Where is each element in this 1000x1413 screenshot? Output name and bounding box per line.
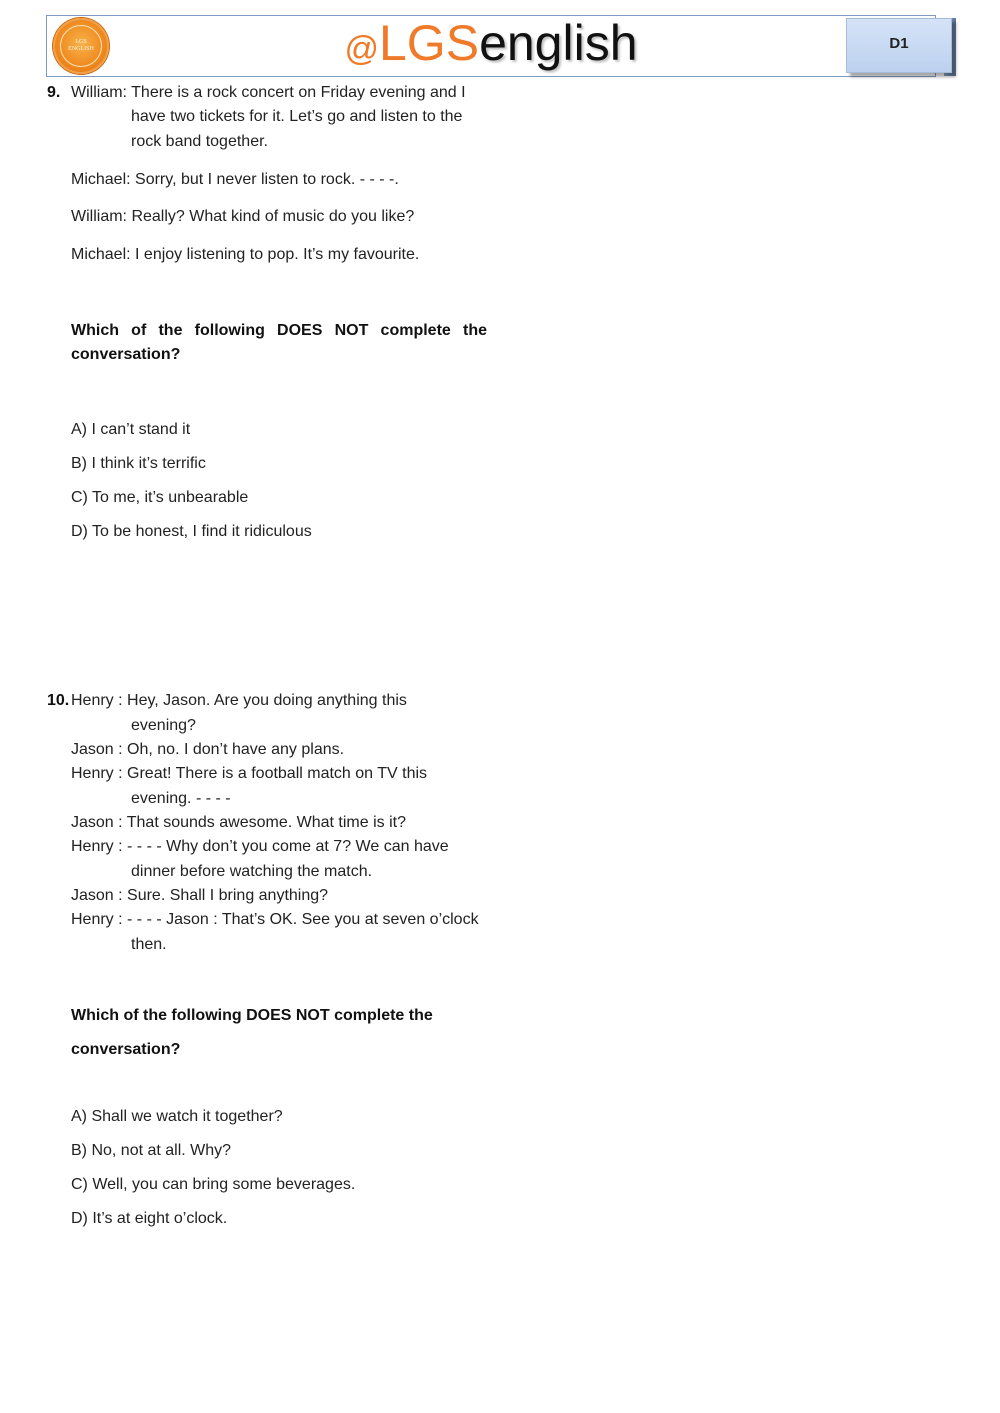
q9-option-a[interactable]: A) I can’t stand it [71, 421, 191, 438]
q10-option-b[interactable]: B) No, not at all. Why? [71, 1142, 232, 1159]
q9-william-line4: William: Really? What kind of music do you like? [71, 208, 415, 225]
q9-william-line2: have two tickets for it. Let’s go and listen to the [131, 108, 463, 125]
q9-option-b[interactable]: B) I think it’s terrific [71, 455, 206, 472]
q10-line-4: Henry : Great! There is a football match on TV this [71, 765, 428, 782]
logo-text-top: LGS [75, 39, 87, 45]
q10-line-3: Jason : Oh, no. I don’t have any plans. [71, 741, 345, 758]
q10-line-2: evening? [131, 717, 196, 734]
logo-text-bottom: ENGLISH [68, 46, 94, 52]
q9-william-line3: rock band together. [131, 133, 268, 150]
q10-line-6: Jason : That sounds awesome. What time is it? [71, 814, 406, 831]
q10-line-5: evening. - - - - [131, 790, 231, 807]
q10-line-8: dinner before watching the match. [131, 863, 373, 880]
q9-michael-line2: Michael: I enjoy listening to pop. It’s my favourite. [71, 246, 420, 263]
q10-option-a[interactable]: A) Shall we watch it together? [71, 1108, 283, 1125]
brand-title [47, 14, 935, 72]
q10-line-9: Jason : Sure. Shall I bring anything? [71, 887, 329, 904]
q9-option-c[interactable]: C) To me, it’s unbearable [71, 489, 249, 506]
q9-option-d[interactable]: D) To be honest, I find it ridiculous [71, 523, 312, 540]
q10-line-7: Henry : - - - - Why don’t you come at 7? We can have [71, 838, 449, 855]
q10-line-10: Henry : - - - - Jason : That’s OK. See you at seven o’clock [71, 911, 479, 928]
q9-michael-line1: Michael: Sorry, but I never listen to rock. - - - -. [71, 171, 399, 188]
page-code-badge: D1 [846, 18, 952, 73]
q10-line-1: Henry : Hey, Jason. Are you doing anything this [71, 692, 407, 709]
q10-option-d[interactable]: D) It’s at eight o’clock. [71, 1210, 228, 1227]
brand-at: @ [344, 30, 379, 68]
q10-option-c[interactable]: C) Well, you can bring some beverages. [71, 1176, 356, 1193]
q9-question-prompt: Which of the following DOES NOT complete the conversation? [71, 322, 487, 363]
q10-question-prompt-line1: Which of the following DOES NOT complete the [71, 1007, 433, 1024]
question-9-number: 9. [47, 84, 61, 101]
q10-question-prompt-line2: conversation? [71, 1041, 181, 1058]
brand-lgs: LGS [379, 15, 480, 71]
question-10-number: 10. [47, 692, 70, 709]
brand-english: english [479, 15, 638, 71]
page-header [46, 15, 936, 77]
q9-william-line1: William: There is a rock concert on Friday evening and I [71, 84, 466, 101]
q10-line-11: then. [131, 936, 167, 953]
